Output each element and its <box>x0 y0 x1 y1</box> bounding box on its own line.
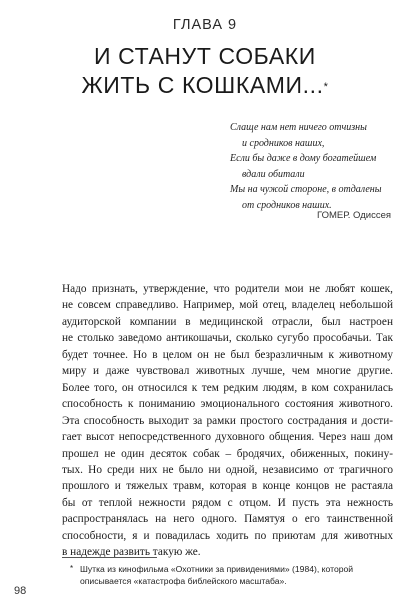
body-line: не совсем справедливо. Например, мой отец, владелец небольшой <box>62 299 393 312</box>
body-line: тых. Но среди них не было ни одной, независимо от трагичного <box>62 463 393 476</box>
epigraph-line: Мы на чужой стороне, в отдалены <box>230 184 382 195</box>
chapter-title-line-1: И СТАНУТ СОБАКИ <box>94 43 316 69</box>
body-line: будет точнее. Но в целом он не был безразличным к животному <box>62 348 393 361</box>
body-line: в надежде развить такую же. <box>62 546 201 559</box>
page-number: 98 <box>14 585 27 597</box>
body-line: Эта способность выходит за рамки простого сострадания и дости- <box>62 414 393 427</box>
body-paragraph <box>62 281 393 561</box>
footnote-reference-mark[interactable]: * <box>323 81 329 93</box>
body-line: гает высот непосредственного духовного общения. Через наш дом <box>62 431 393 444</box>
footnote-mark: * <box>70 564 74 573</box>
chapter-title <box>0 42 410 100</box>
body-line: не столько заведомо антикошачьи, сколько сугубо прособачьи. Так <box>62 332 393 345</box>
body-line: прошлого и тяжелых травм, которая в конце концов не растаяла <box>62 480 393 493</box>
epigraph-source: ГОМЕР. Одиссея <box>316 210 391 221</box>
body-line: аудиторской компании в медицинской отрасли, был настроен <box>62 315 393 328</box>
body-line: распространялась на него одного. Памятуя о его таинственной <box>62 513 393 526</box>
body-line: Надо признать, утверждение, что родители мои не любят кошек, <box>62 283 393 295</box>
body-line: прошел не один десяток собак – бродячих, обиженных, покину- <box>62 447 393 460</box>
body-line: миру и даже чувствовал животных лучше, чем многие другие. <box>62 365 393 378</box>
chapter-title-line-2 <box>0 71 410 100</box>
chapter-label: ГЛАВА 9 <box>172 17 238 33</box>
footnote <box>70 563 390 587</box>
footnote-line: Шутка из кинофильма «Охотники за привидениями» (1984), которой <box>80 564 354 574</box>
epigraph-line: вдали обитали <box>242 168 305 180</box>
epigraph <box>230 120 400 213</box>
body-line: способности, я и повадилась ходить по приютам для животных <box>62 529 393 542</box>
body-line: бы от теплой нежности рядом с отцом. И пусть эта нежность <box>62 496 393 509</box>
epigraph-line: от сродников наших. <box>242 199 332 211</box>
epigraph-line: Слаще нам нет ничего отчизны <box>230 122 367 133</box>
body-line: Более того, он относился к тем редким людям, в ком сохранилась <box>62 381 393 394</box>
footnote-line: описывается «катастрофа библейского масштаба». <box>80 576 287 586</box>
epigraph-line: Если бы даже в дому богатейшем <box>230 153 377 164</box>
body-line: способность к пониманию эмоционального состояния животного. <box>62 398 393 411</box>
chapter-title-line-2-text: ЖИТЬ С КОШКАМИ... <box>81 72 324 98</box>
epigraph-line: и сродников наших, <box>242 137 325 149</box>
footnote-divider <box>62 557 157 558</box>
